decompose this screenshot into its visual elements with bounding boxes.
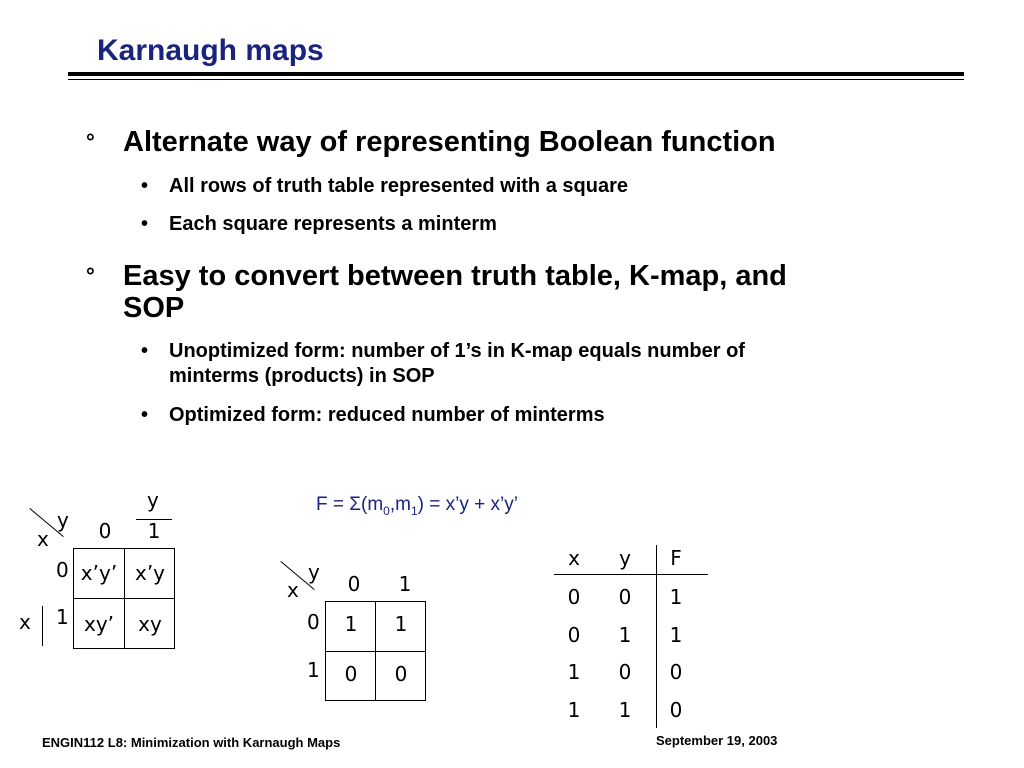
kmap-col-header: 1 — [398, 572, 412, 596]
formula-sub: 1 — [410, 503, 418, 518]
kmap-cell: xy — [138, 612, 162, 636]
bullet-text-line1: Easy to convert between truth table, K-map, and — [123, 260, 787, 292]
truth-table-cell: 1 — [669, 585, 683, 609]
kmap-x-side-label: x — [19, 610, 31, 634]
truth-table-header: x — [568, 546, 580, 570]
truth-table-cell: 1 — [618, 698, 632, 722]
bullet-text: Alternate way of representing Boolean function — [123, 126, 776, 158]
sub-bullet-text-line1: Unoptimized form: number of 1’s in K-map equals number of — [169, 340, 745, 362]
truth-table-cell: 1 — [567, 698, 581, 722]
truth-table-header: y — [619, 546, 631, 570]
formula-mid: ,m — [389, 494, 411, 515]
sub-bullet-marker: • — [141, 213, 149, 235]
truth-table-divider — [656, 545, 657, 728]
truth-table-header-rule — [554, 574, 708, 575]
kmap-x-label: x — [37, 527, 49, 551]
kmap-row-header: 0 — [56, 558, 69, 582]
sub-bullet-marker: • — [141, 404, 149, 426]
formula-sub: 0 — [383, 503, 390, 518]
kmap-cell: 1 — [344, 612, 358, 636]
kmap-cell: x’y — [134, 561, 166, 585]
kmap-cell: 0 — [394, 662, 408, 686]
kmap-row-header: 1 — [56, 605, 69, 629]
kmap-col-header: 0 — [347, 572, 361, 596]
truth-table-cell: 0 — [567, 585, 581, 609]
kmap-y-label: y — [57, 508, 69, 532]
kmap-col-header: 1 — [147, 519, 161, 543]
kmap-cell: x’y’ — [80, 561, 118, 585]
footer-date: September 19, 2003 — [656, 733, 778, 748]
kmap-y-label-top: y — [147, 488, 159, 512]
truth-table-cell: 0 — [669, 698, 683, 722]
title-rule-thin — [68, 79, 964, 80]
kmap-x-bar — [42, 606, 43, 646]
bullet-marker: ° — [86, 129, 95, 154]
bullet-marker: ° — [86, 263, 95, 288]
sub-bullet-text-line2: minterms (products) in SOP — [169, 365, 435, 387]
sub-bullet-text: Optimized form: reduced number of minterms — [169, 404, 605, 426]
kmap-col-header: 0 — [98, 519, 112, 543]
kmap-cell: 1 — [394, 612, 408, 636]
truth-table-cell: 0 — [567, 623, 581, 647]
bullet-text-line2: SOP — [123, 292, 185, 324]
sub-bullet-text: Each square represents a minterm — [169, 213, 497, 235]
sub-bullet-text: All rows of truth table represented with a square — [169, 175, 628, 197]
sop-formula — [316, 493, 518, 523]
truth-table-cell: 0 — [669, 660, 683, 684]
kmap-y-label: y — [308, 560, 320, 584]
sub-bullet-marker: • — [141, 175, 149, 197]
kmap-row-header: 0 — [307, 610, 320, 634]
truth-table-cell: 0 — [618, 585, 632, 609]
slide-title: Karnaugh maps — [97, 34, 324, 67]
truth-table-cell: 1 — [618, 623, 632, 647]
kmap-x-label: x — [287, 578, 299, 602]
truth-table-cell: 1 — [669, 623, 683, 647]
truth-table-cell: 1 — [567, 660, 581, 684]
kmap-cell: xy’ — [83, 612, 115, 636]
footer-course: ENGIN112 L8: Minimization with Karnaugh Maps — [42, 735, 341, 750]
truth-table-cell: 0 — [618, 660, 632, 684]
kmap-row-header: 1 — [307, 658, 320, 682]
truth-table-header: F — [670, 546, 682, 570]
kmap-cell: 0 — [344, 662, 358, 686]
formula-prefix: F = Σ(m — [316, 494, 384, 515]
sub-bullet-marker: • — [141, 340, 149, 362]
formula-suffix: ) = x’y + x’y’ — [417, 494, 518, 515]
title-rule-thick — [68, 72, 964, 76]
